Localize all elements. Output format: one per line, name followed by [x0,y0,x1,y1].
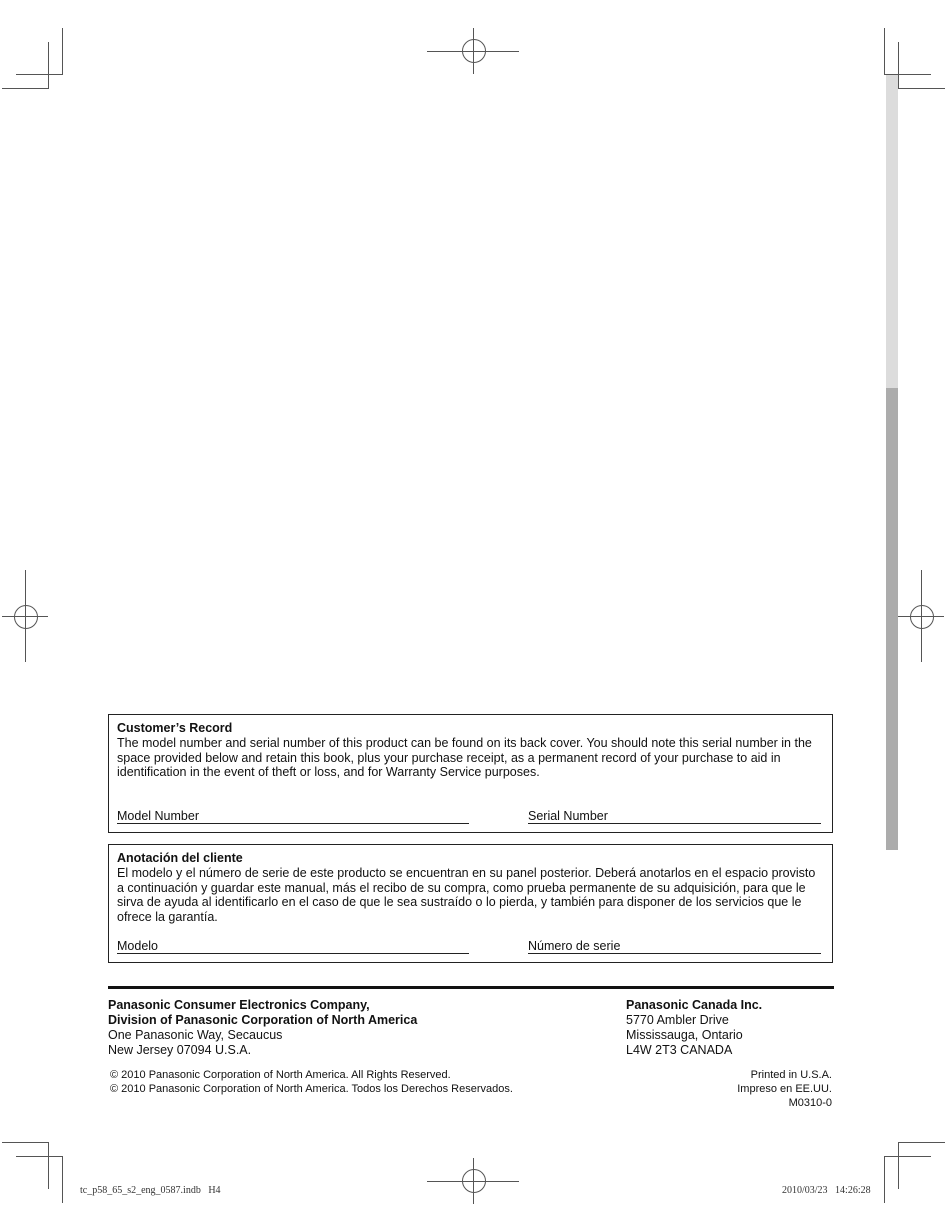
canada-address [626,998,762,1058]
copyright-es: © 2010 Panasonic Corporation of North America. Todos los Derechos Reservados. [110,1083,513,1095]
us-address-line3: One Panasonic Way, Secaucus [108,1028,283,1042]
crop-mark [898,1142,945,1143]
crop-mark [48,42,49,89]
crop-mark [898,88,945,89]
us-address [108,998,417,1058]
canada-address-line2: 5770 Ambler Drive [626,1013,729,1027]
canada-address-line4: L4W 2T3 CANADA [626,1043,733,1057]
us-address-line2: Division of Panasonic Corporation of North America [108,1013,418,1027]
crop-mark [2,88,49,89]
serial-number-field[interactable] [528,809,821,824]
printed-es: Impreso en EE.UU. [737,1083,832,1095]
copyright-en: © 2010 Panasonic Corporation of North America. All Rights Reserved. [110,1069,451,1081]
copyright-block [110,1068,513,1096]
crop-mark [898,1142,899,1189]
model-number-field[interactable] [117,809,469,824]
crop-mark [62,1156,63,1203]
anotacion-box [108,844,833,963]
printed-block [737,1068,832,1110]
model-number-label: Model Number [117,809,199,823]
slug-filename: tc_p58_65_s2_eng_0587.indb H4 [80,1185,221,1196]
numero-de-serie-field[interactable] [528,939,821,954]
anotacion-text: El modelo y el número de serie de este producto se encuentran en su panel posterior. Deberá anotarlos en el espacio provisto a continuación y guardar este manual, más el recibo de su compra, como prueba permanente de su adquisición, para que le sirva de ayuda al identificarlo en el caso de que le sea sustraído o lo pierda, y también para disponer de los servicios que le ofrece la garantía. [117,866,816,925]
thumb-tab-light [886,75,898,388]
customers-record-box [108,714,833,833]
crop-mark [16,74,63,75]
numero-de-serie-label: Número de serie [528,939,621,953]
us-address-line4: New Jersey 07094 U.S.A. [108,1043,252,1057]
thumb-tab-dark [886,388,898,850]
crop-mark [16,1156,63,1157]
modelo-field[interactable] [117,939,469,954]
crop-mark [884,1156,885,1203]
crop-mark [884,28,885,75]
anotacion-title: Anotación del cliente [117,851,243,865]
canada-address-line1: Panasonic Canada Inc. [626,998,763,1012]
modelo-label: Modelo [117,939,158,953]
crop-mark [48,1142,49,1189]
canada-address-line3: Mississauga, Ontario [626,1028,743,1042]
serial-number-label: Serial Number [528,809,608,823]
footer-divider [108,986,834,989]
print-code: M0310-0 [788,1097,832,1109]
crop-mark [2,1142,49,1143]
customers-record-text: The model number and serial number of this product can be found on its back cover. You should note this serial number in the space provided below and retain this book, plus your purchase receipt, as a permanent record of your purchase to aid in identification in the event of theft or loss, and for Warranty Service purposes. [117,736,812,780]
crop-mark [884,1156,931,1157]
slug-datetime: 2010/03/23 14:26:28 [782,1185,871,1196]
crop-mark [62,28,63,75]
us-address-line1: Panasonic Consumer Electronics Company, [108,998,370,1012]
printed-en: Printed in U.S.A. [750,1069,832,1081]
crop-mark [898,42,899,89]
customers-record-title: Customer’s Record [117,721,233,735]
